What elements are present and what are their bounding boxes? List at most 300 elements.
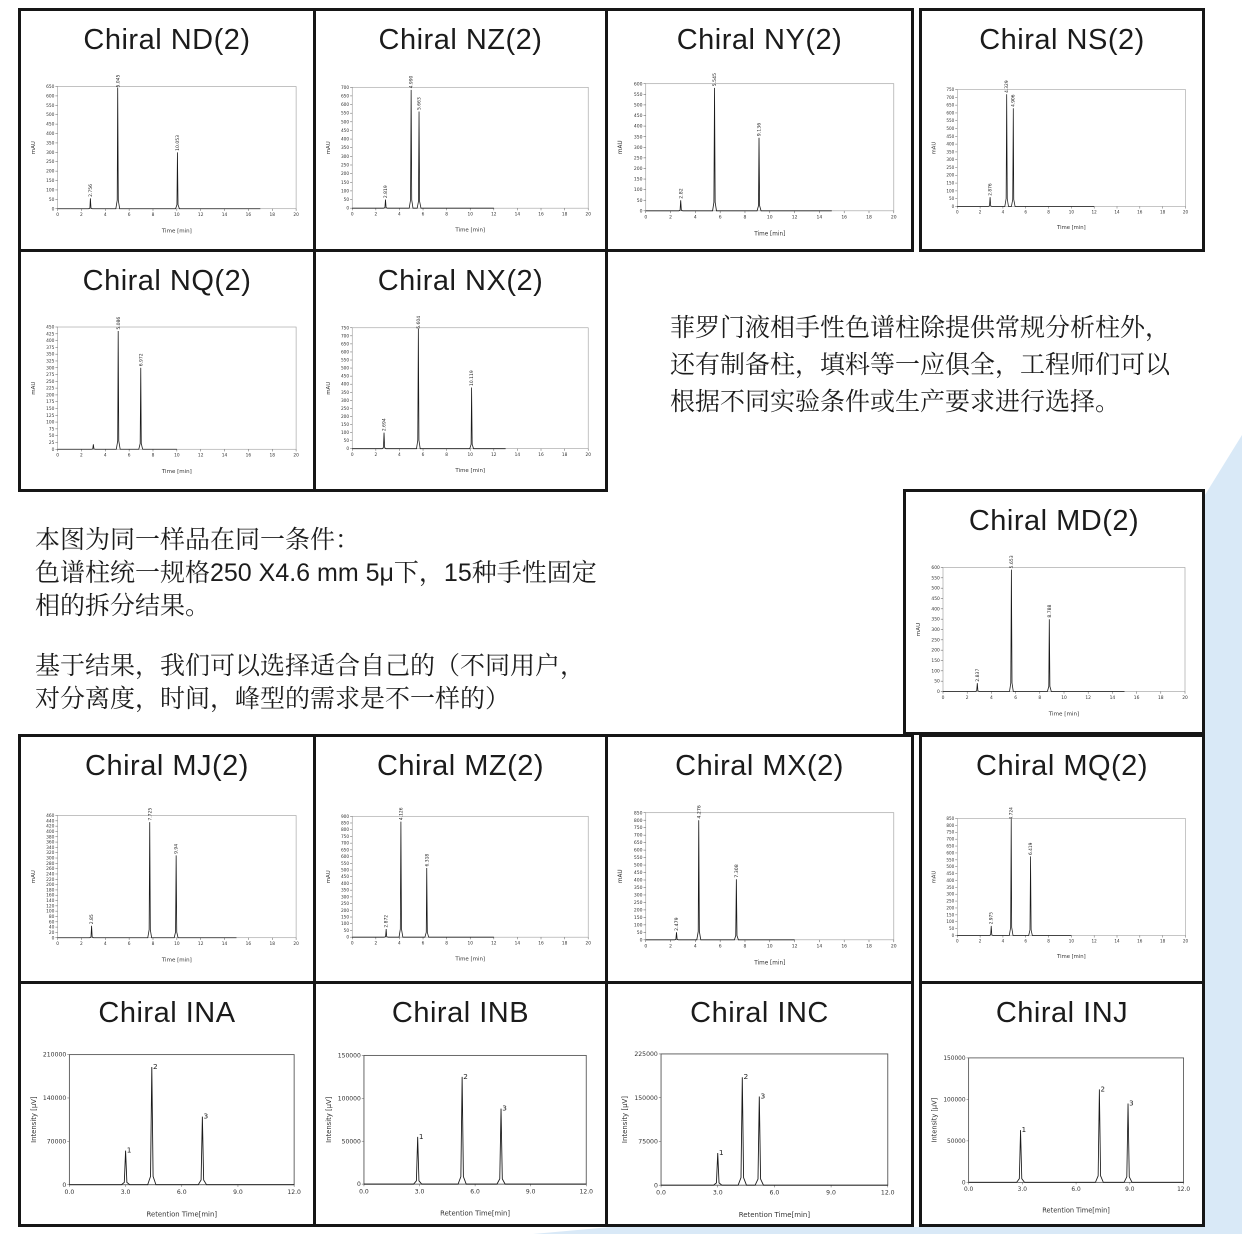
svg-text:140000: 140000 (42, 1095, 67, 1103)
svg-text:150: 150 (633, 915, 643, 921)
svg-text:2: 2 (80, 453, 83, 459)
paragraph-line: 还有制备柱，填料等一应俱全，工程师们可以 (670, 351, 1171, 379)
svg-text:10: 10 (174, 942, 180, 948)
svg-text:1: 1 (126, 1145, 132, 1155)
svg-text:50: 50 (636, 198, 643, 204)
svg-text:0: 0 (346, 935, 350, 941)
chromatogram-chiral-mq2 (929, 795, 1193, 976)
svg-text:20: 20 (585, 212, 591, 218)
svg-text:Intensity [μV]: Intensity [μV] (930, 1097, 939, 1143)
svg-text:600: 600 (633, 848, 643, 854)
svg-text:450: 450 (340, 875, 350, 881)
svg-text:4: 4 (103, 213, 107, 219)
svg-text:400: 400 (340, 382, 350, 388)
svg-text:18: 18 (269, 213, 276, 219)
svg-text:50: 50 (934, 679, 940, 685)
svg-text:350: 350 (340, 146, 350, 152)
svg-text:360: 360 (46, 840, 55, 846)
svg-text:20: 20 (890, 944, 897, 950)
svg-text:100: 100 (946, 919, 955, 925)
chromatogram-chiral-inj (929, 1042, 1193, 1219)
svg-text:12: 12 (197, 453, 204, 459)
svg-text:0.0: 0.0 (656, 1189, 666, 1197)
svg-text:6: 6 (421, 453, 425, 459)
svg-text:3: 3 (760, 1091, 766, 1101)
svg-text:4: 4 (1001, 938, 1005, 944)
svg-text:12: 12 (491, 941, 497, 947)
svg-text:0: 0 (951, 932, 955, 938)
paragraph-line: 根据不同实验条件或生产要求进行选择。 (670, 388, 1121, 416)
svg-text:10: 10 (1068, 938, 1074, 944)
svg-text:12: 12 (491, 453, 497, 459)
svg-text:0: 0 (62, 1181, 67, 1189)
svg-text:Time [min]: Time [min] (161, 468, 192, 475)
svg-text:500: 500 (340, 868, 350, 874)
svg-text:500: 500 (946, 864, 955, 870)
svg-text:6.972: 6.972 (139, 353, 145, 367)
svg-text:18: 18 (269, 942, 276, 948)
svg-text:18: 18 (561, 941, 568, 947)
svg-text:70000: 70000 (46, 1138, 67, 1146)
svg-text:Time [min]: Time [min] (161, 957, 192, 964)
svg-text:40: 40 (48, 925, 55, 931)
svg-text:16: 16 (538, 941, 544, 947)
svg-text:25: 25 (48, 440, 55, 446)
panel-title-chiral-nq2: Chiral NQ(2) (82, 265, 252, 297)
svg-text:4: 4 (693, 944, 697, 950)
paragraph-line: 色谱柱统一规格250 X4.6 mm 5μ下，15种手性固定 (35, 559, 597, 587)
svg-text:400: 400 (946, 141, 955, 147)
paragraph-line: 本图为同一样品在同一条件： (35, 526, 361, 554)
svg-text:160: 160 (46, 893, 55, 899)
svg-text:100: 100 (633, 188, 643, 194)
svg-text:20: 20 (1182, 938, 1189, 944)
svg-text:8: 8 (1038, 696, 1042, 702)
svg-text:420: 420 (46, 824, 55, 830)
svg-text:325: 325 (46, 359, 55, 365)
svg-text:150000: 150000 (337, 1052, 361, 1060)
svg-text:2.975: 2.975 (989, 912, 995, 925)
svg-text:250: 250 (340, 406, 350, 412)
svg-text:8: 8 (151, 942, 155, 948)
svg-text:6: 6 (127, 942, 131, 948)
svg-text:8: 8 (151, 453, 155, 459)
svg-text:14: 14 (221, 213, 228, 219)
svg-text:375: 375 (46, 345, 55, 351)
svg-text:350: 350 (633, 886, 643, 892)
svg-text:12: 12 (197, 213, 204, 219)
svg-text:18: 18 (269, 453, 276, 459)
svg-text:400: 400 (946, 877, 955, 883)
svg-text:450: 450 (340, 128, 350, 134)
svg-text:5.086: 5.086 (116, 316, 122, 330)
svg-text:mAU: mAU (931, 870, 938, 884)
svg-text:6: 6 (1024, 938, 1028, 944)
svg-text:mAU: mAU (30, 381, 37, 395)
panel-title-chiral-ina: Chiral INA (98, 997, 236, 1029)
svg-text:900: 900 (340, 814, 350, 820)
svg-text:20: 20 (293, 942, 299, 948)
svg-text:2: 2 (152, 1061, 158, 1071)
svg-text:50: 50 (48, 197, 55, 203)
svg-text:350: 350 (946, 884, 955, 890)
svg-text:200: 200 (340, 908, 350, 914)
svg-text:0: 0 (350, 941, 354, 947)
svg-text:20: 20 (48, 930, 55, 936)
svg-text:500: 500 (946, 125, 955, 131)
svg-text:12: 12 (1091, 938, 1097, 944)
svg-text:10: 10 (174, 213, 180, 219)
svg-text:120: 120 (46, 904, 55, 910)
svg-text:3.0: 3.0 (712, 1189, 723, 1197)
svg-text:650: 650 (946, 102, 955, 108)
svg-text:450: 450 (340, 374, 350, 380)
svg-text:4.126: 4.126 (399, 807, 405, 821)
svg-text:10: 10 (467, 941, 473, 947)
svg-text:600: 600 (340, 350, 350, 356)
panel-chiral-inj (919, 981, 1205, 1227)
svg-text:380: 380 (46, 835, 55, 841)
svg-text:800: 800 (946, 822, 955, 828)
svg-text:20: 20 (585, 941, 591, 947)
svg-text:500: 500 (633, 103, 643, 109)
panel-title-chiral-ny2: Chiral NY(2) (676, 24, 843, 56)
svg-text:400: 400 (46, 829, 55, 835)
svg-text:175: 175 (46, 400, 55, 406)
svg-text:225: 225 (46, 386, 55, 392)
svg-text:850: 850 (340, 821, 350, 827)
svg-text:16: 16 (538, 212, 544, 218)
svg-text:0: 0 (955, 209, 959, 215)
panel-chiral-inb (313, 981, 608, 1227)
svg-text:16: 16 (841, 215, 848, 221)
svg-text:200: 200 (46, 883, 55, 889)
svg-text:320: 320 (46, 851, 55, 857)
paragraph-line: 基于结果，我们可以选择适合自己的（不同用户， (35, 652, 586, 680)
svg-text:180: 180 (46, 888, 55, 894)
svg-text:700: 700 (340, 841, 350, 847)
svg-text:12: 12 (491, 212, 497, 218)
svg-text:Time [min]: Time [min] (161, 228, 192, 235)
svg-text:10: 10 (467, 453, 473, 459)
svg-text:6: 6 (1024, 209, 1028, 215)
svg-text:750: 750 (633, 826, 643, 832)
svg-text:275: 275 (46, 373, 55, 379)
svg-text:7.725: 7.725 (148, 807, 154, 821)
svg-text:4: 4 (398, 212, 401, 218)
svg-text:460: 460 (46, 814, 55, 820)
svg-text:100: 100 (46, 909, 55, 915)
svg-text:550: 550 (946, 118, 955, 124)
panel-chiral-mz2 (313, 734, 608, 984)
svg-text:6.318: 6.318 (425, 853, 431, 867)
svg-text:0.0: 0.0 (64, 1188, 75, 1196)
svg-text:16: 16 (538, 453, 544, 459)
panel-title-chiral-md2: Chiral MD(2) (968, 505, 1140, 537)
svg-text:6: 6 (421, 941, 425, 947)
svg-text:100: 100 (46, 188, 55, 194)
svg-text:Time [min]: Time [min] (754, 231, 786, 238)
svg-text:8: 8 (743, 215, 747, 221)
svg-text:210000: 210000 (42, 1051, 67, 1059)
svg-text:2: 2 (374, 212, 378, 218)
svg-text:7.308: 7.308 (735, 864, 741, 878)
svg-text:0: 0 (356, 1181, 361, 1189)
svg-text:220: 220 (46, 877, 55, 883)
svg-text:9.0: 9.0 (1125, 1187, 1135, 1194)
svg-text:150: 150 (946, 912, 955, 918)
svg-text:0: 0 (51, 447, 55, 453)
svg-text:600: 600 (946, 110, 955, 116)
svg-text:0: 0 (346, 206, 350, 212)
chromatogram-chiral-ina (28, 1042, 304, 1219)
svg-text:100: 100 (633, 923, 643, 929)
svg-text:2.694: 2.694 (382, 418, 388, 432)
svg-text:Time [min]: Time [min] (1048, 711, 1080, 718)
svg-text:mAU: mAU (931, 141, 938, 155)
svg-text:100000: 100000 (943, 1097, 966, 1104)
panel-title-chiral-mq2: Chiral MQ(2) (976, 750, 1148, 782)
svg-text:425: 425 (46, 332, 55, 338)
svg-text:300: 300 (633, 893, 643, 899)
svg-text:100000: 100000 (337, 1095, 361, 1103)
svg-text:9.136: 9.136 (757, 122, 763, 137)
svg-text:16: 16 (245, 453, 252, 459)
svg-text:9.0: 9.0 (826, 1189, 836, 1197)
svg-text:14: 14 (221, 942, 228, 948)
svg-text:300: 300 (340, 154, 350, 160)
svg-text:450: 450 (931, 597, 940, 603)
svg-text:9.0: 9.0 (525, 1188, 536, 1196)
svg-text:4.329: 4.329 (1005, 80, 1011, 93)
svg-text:350: 350 (340, 888, 350, 894)
svg-text:550: 550 (340, 358, 350, 364)
svg-text:800: 800 (633, 818, 643, 824)
svg-text:150: 150 (633, 177, 643, 183)
svg-text:400: 400 (340, 881, 350, 887)
panel-chiral-nd2 (18, 8, 316, 252)
svg-text:6: 6 (718, 215, 722, 221)
svg-text:50000: 50000 (341, 1138, 361, 1146)
svg-text:150: 150 (340, 422, 350, 428)
chromatogram-chiral-ns2 (929, 69, 1193, 244)
svg-text:700: 700 (946, 94, 955, 100)
svg-text:250: 250 (946, 898, 955, 904)
svg-text:0: 0 (937, 690, 940, 696)
panel-chiral-mj2 (18, 734, 316, 984)
svg-text:6.0: 6.0 (1071, 1187, 1081, 1194)
chromatogram-chiral-inc (615, 1042, 902, 1219)
svg-text:14: 14 (1114, 209, 1120, 215)
svg-text:200: 200 (46, 169, 55, 175)
svg-text:Time [min]: Time [min] (1057, 225, 1086, 232)
svg-text:3.0: 3.0 (120, 1188, 131, 1196)
svg-text:340: 340 (46, 845, 55, 851)
svg-text:400: 400 (46, 132, 55, 138)
panel-title-chiral-nx2: Chiral NX(2) (377, 265, 544, 297)
paragraph-line: 菲罗门液相手性色谱柱除提供常规分析柱外， (670, 314, 1171, 342)
svg-text:Time [min]: Time [min] (455, 468, 486, 475)
svg-text:3: 3 (1129, 1098, 1134, 1108)
svg-text:0: 0 (350, 453, 354, 459)
svg-text:mAU: mAU (916, 622, 922, 637)
svg-text:0: 0 (350, 212, 354, 218)
svg-text:16: 16 (1137, 938, 1143, 944)
svg-text:Intensity [μV]: Intensity [μV] (29, 1096, 38, 1143)
svg-text:850: 850 (633, 811, 643, 817)
svg-text:8: 8 (1047, 209, 1050, 215)
svg-text:0: 0 (51, 207, 55, 213)
svg-text:12: 12 (1091, 209, 1097, 215)
svg-text:650: 650 (633, 841, 643, 847)
svg-text:140: 140 (46, 899, 55, 905)
svg-text:mAU: mAU (30, 141, 37, 155)
svg-text:0.0: 0.0 (359, 1188, 369, 1196)
svg-text:250: 250 (46, 160, 55, 166)
svg-text:300: 300 (46, 366, 55, 372)
svg-text:200: 200 (946, 172, 955, 178)
svg-text:5.653: 5.653 (1010, 555, 1016, 569)
svg-text:2: 2 (374, 941, 378, 947)
svg-text:600: 600 (633, 82, 643, 88)
svg-text:Time [min]: Time [min] (754, 960, 786, 967)
svg-text:260: 260 (46, 867, 55, 873)
svg-text:400: 400 (931, 607, 940, 613)
svg-text:10: 10 (1061, 696, 1067, 702)
panel-chiral-inc (605, 981, 914, 1227)
svg-text:mAU: mAU (325, 141, 332, 155)
svg-text:6: 6 (1014, 696, 1017, 702)
svg-text:2.837: 2.837 (975, 668, 981, 682)
svg-text:0.0: 0.0 (963, 1187, 974, 1194)
svg-text:6.0: 6.0 (176, 1188, 187, 1196)
svg-text:0: 0 (639, 938, 643, 944)
svg-text:150: 150 (340, 915, 350, 921)
svg-text:2: 2 (743, 1072, 749, 1082)
svg-text:700: 700 (633, 833, 643, 839)
svg-text:4: 4 (990, 696, 993, 702)
panel-title-chiral-mj2: Chiral MJ(2) (85, 750, 249, 782)
svg-text:400: 400 (340, 137, 350, 143)
svg-text:225000: 225000 (634, 1051, 658, 1059)
svg-text:750: 750 (946, 87, 955, 93)
svg-text:Retention Time[min]: Retention Time[min] (1042, 1206, 1110, 1215)
svg-text:2.876: 2.876 (988, 183, 994, 196)
svg-text:600: 600 (340, 855, 350, 861)
svg-text:60: 60 (48, 920, 55, 926)
svg-text:700: 700 (340, 334, 350, 340)
svg-text:mAU: mAU (618, 140, 625, 155)
svg-text:6: 6 (127, 213, 131, 219)
svg-text:Time [min]: Time [min] (455, 227, 486, 234)
svg-text:75: 75 (48, 427, 55, 433)
svg-text:600: 600 (46, 94, 55, 100)
svg-text:600: 600 (340, 103, 350, 109)
svg-text:12.0: 12.0 (287, 1188, 301, 1196)
blue-accent-bottom (533, 1227, 1242, 1234)
svg-text:250: 250 (46, 379, 55, 385)
svg-text:2: 2 (978, 209, 982, 215)
svg-text:550: 550 (633, 856, 643, 862)
svg-text:0: 0 (56, 453, 59, 459)
svg-text:10: 10 (174, 453, 180, 459)
svg-text:50: 50 (48, 434, 55, 440)
svg-text:50: 50 (343, 198, 350, 204)
svg-text:0: 0 (961, 1180, 966, 1187)
svg-text:0: 0 (644, 944, 648, 950)
svg-text:450: 450 (946, 871, 955, 877)
panel-chiral-ns2 (919, 8, 1205, 252)
svg-text:650: 650 (340, 94, 350, 100)
svg-text:4: 4 (103, 942, 107, 948)
svg-text:2: 2 (669, 944, 672, 950)
chromatogram-chiral-nx2 (323, 310, 596, 484)
svg-text:50: 50 (343, 928, 350, 934)
svg-text:1: 1 (1021, 1124, 1027, 1134)
svg-text:400: 400 (46, 339, 55, 345)
svg-text:250: 250 (633, 901, 643, 907)
svg-text:2: 2 (374, 453, 378, 459)
panel-title-chiral-inj: Chiral INJ (995, 997, 1129, 1029)
svg-text:Retention Time[min]: Retention Time[min] (738, 1211, 811, 1219)
svg-text:18: 18 (561, 212, 568, 218)
chromatogram-chiral-nz2 (323, 69, 596, 244)
svg-text:400: 400 (633, 124, 643, 130)
svg-text:14: 14 (514, 941, 521, 947)
svg-text:280: 280 (46, 861, 55, 867)
svg-text:200: 200 (946, 905, 955, 911)
svg-text:14: 14 (816, 944, 823, 950)
svg-text:10: 10 (766, 944, 773, 950)
svg-text:5.045: 5.045 (116, 74, 122, 88)
svg-text:12: 12 (791, 944, 798, 950)
svg-text:2.479: 2.479 (675, 917, 681, 931)
svg-text:0: 0 (955, 938, 959, 944)
svg-text:9.0: 9.0 (233, 1188, 243, 1196)
svg-text:2: 2 (978, 938, 982, 944)
svg-text:2: 2 (463, 1071, 468, 1081)
chromatogram-chiral-inb (323, 1042, 596, 1219)
svg-text:18: 18 (561, 453, 568, 459)
panel-title-chiral-mx2: Chiral MX(2) (675, 750, 844, 782)
svg-text:14: 14 (514, 212, 521, 218)
panel-chiral-mq2 (919, 734, 1205, 984)
svg-text:300: 300 (340, 398, 350, 404)
svg-text:440: 440 (46, 819, 55, 825)
svg-text:850: 850 (946, 816, 955, 822)
svg-text:700: 700 (946, 836, 955, 842)
svg-text:250: 250 (633, 156, 643, 162)
svg-text:2: 2 (80, 213, 83, 219)
svg-text:350: 350 (931, 617, 940, 623)
panel-chiral-ny2 (605, 8, 914, 252)
svg-text:10: 10 (1068, 209, 1074, 215)
svg-text:300: 300 (946, 891, 955, 897)
svg-text:16: 16 (1137, 209, 1143, 215)
svg-text:2.82: 2.82 (679, 188, 685, 199)
chromatogram-chiral-md2 (913, 550, 1193, 727)
svg-text:2: 2 (80, 942, 83, 948)
svg-text:4.906: 4.906 (1011, 94, 1017, 107)
svg-text:300: 300 (633, 145, 643, 151)
svg-text:6.0: 6.0 (769, 1189, 780, 1197)
svg-text:6: 6 (718, 944, 722, 950)
svg-text:3.0: 3.0 (1017, 1187, 1027, 1194)
svg-text:3: 3 (203, 1111, 209, 1121)
svg-text:650: 650 (340, 342, 350, 348)
chromatogram-chiral-mx2 (615, 795, 902, 976)
svg-text:12.0: 12.0 (880, 1189, 895, 1197)
